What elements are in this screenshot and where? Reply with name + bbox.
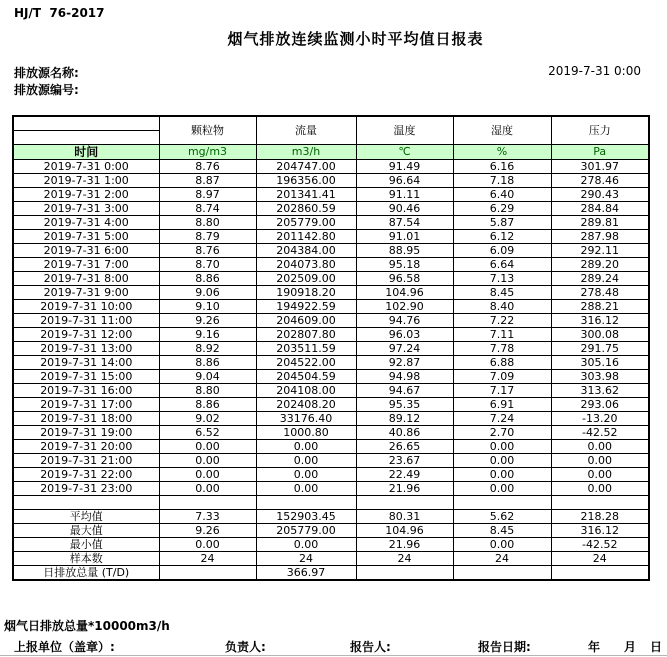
flow-summary-cell: 205779.00 (256, 524, 356, 538)
temperature-summary-cell (356, 566, 453, 581)
time-cell: 2019-7-31 15:00 (13, 370, 159, 384)
humidity-cell: 6.29 (453, 202, 551, 216)
summary-row (13, 552, 649, 566)
humidity-cell: 7.78 (453, 342, 551, 356)
pressure-summary-cell: 24 (551, 552, 649, 566)
humidity-cell: 7.09 (453, 370, 551, 384)
temperature-cell: 95.18 (356, 258, 453, 272)
flow-cell: 194922.59 (256, 300, 356, 314)
flow-cell: 204073.80 (256, 258, 356, 272)
pressure-cell: 313.62 (551, 384, 649, 398)
page-title: 烟气排放连续监测小时平均值日报表 (227, 30, 484, 48)
particulate-cell: 9.10 (159, 300, 256, 314)
particulate-cell: 8.74 (159, 202, 256, 216)
pressure-summary-cell: 316.12 (551, 524, 649, 538)
particulate-cell: 8.86 (159, 398, 256, 412)
humidity-summary-cell: 24 (453, 552, 551, 566)
year-label: 年 (588, 640, 601, 654)
temperature-cell: 96.58 (356, 272, 453, 286)
pressure-cell: -42.52 (551, 426, 649, 440)
humidity-cell: 8.45 (453, 286, 551, 300)
blank-cell (551, 496, 649, 510)
particulate-cell: 0.00 (159, 468, 256, 482)
pressure-cell: -13.20 (551, 412, 649, 426)
blank-cell (256, 496, 356, 510)
humidity-cell: 0.00 (453, 440, 551, 454)
time-cell: 2019-7-31 22:00 (13, 468, 159, 482)
source-name-label: 排放源名称: (14, 66, 79, 80)
temperature-cell: 23.67 (356, 454, 453, 468)
pressure-cell: 0.00 (551, 482, 649, 496)
humidity-cell: 7.18 (453, 174, 551, 188)
time-cell: 2019-7-31 12:00 (13, 328, 159, 342)
standard-number: HJ/T 76-2017 (14, 6, 105, 20)
particulate-cell: 9.06 (159, 286, 256, 300)
temperature-cell: 91.49 (356, 160, 453, 174)
table-row (13, 468, 649, 482)
flow-cell: 202408.20 (256, 398, 356, 412)
column-header-particulate: 颗粒物 (159, 116, 256, 145)
pressure-summary-cell: 218.28 (551, 510, 649, 524)
particulate-cell: 9.02 (159, 412, 256, 426)
table-row (13, 342, 649, 356)
humidity-summary-cell: 5.62 (453, 510, 551, 524)
summary-row (13, 538, 649, 552)
table-row (13, 314, 649, 328)
column-header-temperature: 温度 (356, 116, 453, 145)
time-cell: 2019-7-31 23:00 (13, 482, 159, 496)
blank-cell (356, 496, 453, 510)
pressure-cell: 289.20 (551, 258, 649, 272)
pressure-cell: 305.16 (551, 356, 649, 370)
pressure-cell: 300.08 (551, 328, 649, 342)
time-column-header: 时间 (13, 145, 159, 160)
temperature-cell: 96.03 (356, 328, 453, 342)
particulate-cell: 9.26 (159, 314, 256, 328)
flow-cell: 204504.59 (256, 370, 356, 384)
summary-label: 最小值 (13, 538, 159, 552)
blank-cell (159, 496, 256, 510)
time-header-bottom (13, 131, 159, 145)
temperature-cell: 94.76 (356, 314, 453, 328)
time-cell: 2019-7-31 13:00 (13, 342, 159, 356)
pressure-cell: 289.81 (551, 216, 649, 230)
responsible-label: 负责人: (225, 640, 266, 654)
particulate-cell: 8.97 (159, 188, 256, 202)
table-row (13, 244, 649, 258)
temperature-summary-cell: 24 (356, 552, 453, 566)
time-cell: 2019-7-31 6:00 (13, 244, 159, 258)
flow-cell: 0.00 (256, 482, 356, 496)
flow-cell: 202509.00 (256, 272, 356, 286)
humidity-cell: 6.09 (453, 244, 551, 258)
flow-cell: 202807.80 (256, 328, 356, 342)
flow-cell: 1000.80 (256, 426, 356, 440)
particulate-cell: 8.76 (159, 160, 256, 174)
table-row (13, 454, 649, 468)
temperature-cell: 94.98 (356, 370, 453, 384)
flow-unit-footnote: 烟气日排放总量*10000m3/h (4, 619, 170, 633)
table-row (13, 300, 649, 314)
humidity-cell: 2.70 (453, 426, 551, 440)
summary-row (13, 566, 649, 581)
humidity-cell: 7.17 (453, 384, 551, 398)
pressure-cell: 301.97 (551, 160, 649, 174)
blank-cell (453, 496, 551, 510)
flow-cell: 0.00 (256, 454, 356, 468)
reporter-label: 报告人: (350, 640, 391, 654)
summary-label: 平均值 (13, 510, 159, 524)
temperature-cell: 90.46 (356, 202, 453, 216)
flow-summary-cell: 24 (256, 552, 356, 566)
humidity-cell: 0.00 (453, 468, 551, 482)
flow-cell: 202860.59 (256, 202, 356, 216)
particulate-cell: 8.86 (159, 356, 256, 370)
table-row (13, 482, 649, 496)
time-cell: 2019-7-31 10:00 (13, 300, 159, 314)
table-row (13, 160, 649, 174)
time-cell: 2019-7-31 3:00 (13, 202, 159, 216)
humidity-summary-cell: 0.00 (453, 538, 551, 552)
table-row (13, 440, 649, 454)
humidity-cell: 0.00 (453, 482, 551, 496)
time-cell: 2019-7-31 5:00 (13, 230, 159, 244)
particulate-cell: 0.00 (159, 454, 256, 468)
flow-cell: 0.00 (256, 440, 356, 454)
pressure-cell: 288.21 (551, 300, 649, 314)
time-cell: 2019-7-31 14:00 (13, 356, 159, 370)
day-label: 日 (650, 640, 663, 654)
pressure-cell: 0.00 (551, 440, 649, 454)
humidity-cell: 6.40 (453, 188, 551, 202)
time-cell: 2019-7-31 11:00 (13, 314, 159, 328)
flow-cell: 204609.00 (256, 314, 356, 328)
table-row (13, 174, 649, 188)
column-header-humidity: 湿度 (453, 116, 551, 145)
temperature-summary-cell: 80.31 (356, 510, 453, 524)
report-date-label: 报告日期: (478, 640, 531, 654)
time-cell: 2019-7-31 4:00 (13, 216, 159, 230)
temperature-cell: 21.96 (356, 482, 453, 496)
time-cell: 2019-7-31 18:00 (13, 412, 159, 426)
blank-row (13, 496, 649, 510)
pressure-cell: 289.24 (551, 272, 649, 286)
table-row (13, 370, 649, 384)
report-datetime: 2019-7-31 0:00 (548, 64, 641, 78)
time-cell: 2019-7-31 19:00 (13, 426, 159, 440)
unit-header-pressure: Pa (551, 145, 649, 160)
particulate-cell: 8.70 (159, 258, 256, 272)
column-header-pressure: 压力 (551, 116, 649, 145)
humidity-cell: 7.24 (453, 412, 551, 426)
summary-row (13, 524, 649, 538)
time-cell: 2019-7-31 1:00 (13, 174, 159, 188)
month-label: 月 (624, 640, 637, 654)
flow-cell: 33176.40 (256, 412, 356, 426)
humidity-cell: 5.87 (453, 216, 551, 230)
pressure-summary-cell (551, 566, 649, 581)
pressure-cell: 291.75 (551, 342, 649, 356)
particulate-cell: 8.79 (159, 230, 256, 244)
time-cell: 2019-7-31 21:00 (13, 454, 159, 468)
table-row (13, 356, 649, 370)
time-cell: 2019-7-31 9:00 (13, 286, 159, 300)
time-cell: 2019-7-31 8:00 (13, 272, 159, 286)
flow-cell: 190918.20 (256, 286, 356, 300)
temperature-cell: 26.65 (356, 440, 453, 454)
particulate-cell: 8.80 (159, 216, 256, 230)
temperature-cell: 104.96 (356, 286, 453, 300)
flow-cell: 204384.00 (256, 244, 356, 258)
flow-cell: 204522.00 (256, 356, 356, 370)
temperature-cell: 87.54 (356, 216, 453, 230)
time-header-top (13, 116, 159, 131)
pressure-cell: 292.11 (551, 244, 649, 258)
pressure-cell: 284.84 (551, 202, 649, 216)
pressure-cell: 303.98 (551, 370, 649, 384)
time-cell: 2019-7-31 7:00 (13, 258, 159, 272)
table-row (13, 384, 649, 398)
summary-row (13, 510, 649, 524)
humidity-cell: 0.00 (453, 454, 551, 468)
humidity-cell: 7.13 (453, 272, 551, 286)
pressure-cell: 0.00 (551, 454, 649, 468)
time-cell: 2019-7-31 17:00 (13, 398, 159, 412)
particulate-cell: 8.86 (159, 272, 256, 286)
unit-header-humidity: % (453, 145, 551, 160)
flow-summary-cell: 366.97 (256, 566, 356, 581)
pressure-cell: 287.98 (551, 230, 649, 244)
particulate-cell: 8.87 (159, 174, 256, 188)
temperature-cell: 91.11 (356, 188, 453, 202)
pressure-cell: 316.12 (551, 314, 649, 328)
temperature-cell: 92.87 (356, 356, 453, 370)
source-code-label: 排放源编号: (14, 83, 79, 97)
table-row (13, 426, 649, 440)
summary-label: 样本数 (13, 552, 159, 566)
pressure-cell: 278.48 (551, 286, 649, 300)
particulate-summary-cell: 9.26 (159, 524, 256, 538)
humidity-summary-cell (453, 566, 551, 581)
column-header-flow: 流量 (256, 116, 356, 145)
table-row (13, 216, 649, 230)
particulate-cell: 0.00 (159, 482, 256, 496)
table-row (13, 286, 649, 300)
time-cell: 2019-7-31 20:00 (13, 440, 159, 454)
temperature-cell: 22.49 (356, 468, 453, 482)
table-row (13, 398, 649, 412)
humidity-summary-cell: 8.45 (453, 524, 551, 538)
flow-cell: 196356.00 (256, 174, 356, 188)
humidity-cell: 6.16 (453, 160, 551, 174)
particulate-cell: 6.52 (159, 426, 256, 440)
table-row (13, 412, 649, 426)
particulate-cell: 0.00 (159, 440, 256, 454)
page-bottom-edge (0, 655, 667, 656)
flow-cell: 203511.59 (256, 342, 356, 356)
temperature-cell: 88.95 (356, 244, 453, 258)
flow-cell: 204747.00 (256, 160, 356, 174)
temperature-summary-cell: 104.96 (356, 524, 453, 538)
particulate-cell: 8.92 (159, 342, 256, 356)
particulate-summary-cell: 7.33 (159, 510, 256, 524)
monitoring-data-table (12, 115, 650, 581)
time-cell: 2019-7-31 2:00 (13, 188, 159, 202)
pressure-cell: 0.00 (551, 468, 649, 482)
temperature-cell: 91.01 (356, 230, 453, 244)
flow-cell: 204108.00 (256, 384, 356, 398)
flow-cell: 205779.00 (256, 216, 356, 230)
table-row (13, 328, 649, 342)
time-cell: 2019-7-31 16:00 (13, 384, 159, 398)
flow-summary-cell: 152903.45 (256, 510, 356, 524)
summary-label: 日排放总量 (T/D) (13, 566, 159, 581)
particulate-cell: 9.16 (159, 328, 256, 342)
humidity-cell: 7.22 (453, 314, 551, 328)
pressure-summary-cell: -42.52 (551, 538, 649, 552)
temperature-cell: 97.24 (356, 342, 453, 356)
summary-label: 最大值 (13, 524, 159, 538)
flow-cell: 201142.80 (256, 230, 356, 244)
title-wrap (0, 28, 667, 49)
flow-cell: 201341.41 (256, 188, 356, 202)
time-cell: 2019-7-31 0:00 (13, 160, 159, 174)
blank-cell (13, 496, 159, 510)
humidity-cell: 6.64 (453, 258, 551, 272)
particulate-cell: 8.80 (159, 384, 256, 398)
temperature-summary-cell: 21.96 (356, 538, 453, 552)
temperature-cell: 95.35 (356, 398, 453, 412)
temperature-cell: 89.12 (356, 412, 453, 426)
particulate-cell: 9.04 (159, 370, 256, 384)
temperature-cell: 96.64 (356, 174, 453, 188)
unit-header-temperature: ℃ (356, 145, 453, 160)
unit-header-particulate: mg/m3 (159, 145, 256, 160)
table-row (13, 272, 649, 286)
flow-summary-cell: 0.00 (256, 538, 356, 552)
temperature-cell: 40.86 (356, 426, 453, 440)
particulate-summary-cell (159, 566, 256, 581)
table-row (13, 188, 649, 202)
temperature-cell: 102.90 (356, 300, 453, 314)
table-row (13, 202, 649, 216)
humidity-cell: 6.91 (453, 398, 551, 412)
unit-header-flow: m3/h (256, 145, 356, 160)
temperature-cell: 94.67 (356, 384, 453, 398)
pressure-cell: 293.06 (551, 398, 649, 412)
pressure-cell: 290.43 (551, 188, 649, 202)
report-unit-label: 上报单位（盖章）: (14, 640, 115, 654)
humidity-cell: 6.12 (453, 230, 551, 244)
table-row (13, 230, 649, 244)
particulate-cell: 8.76 (159, 244, 256, 258)
table-row (13, 258, 649, 272)
humidity-cell: 6.88 (453, 356, 551, 370)
humidity-cell: 7.11 (453, 328, 551, 342)
pressure-cell: 278.46 (551, 174, 649, 188)
particulate-summary-cell: 24 (159, 552, 256, 566)
humidity-cell: 8.40 (453, 300, 551, 314)
particulate-summary-cell: 0.00 (159, 538, 256, 552)
flow-cell: 0.00 (256, 468, 356, 482)
